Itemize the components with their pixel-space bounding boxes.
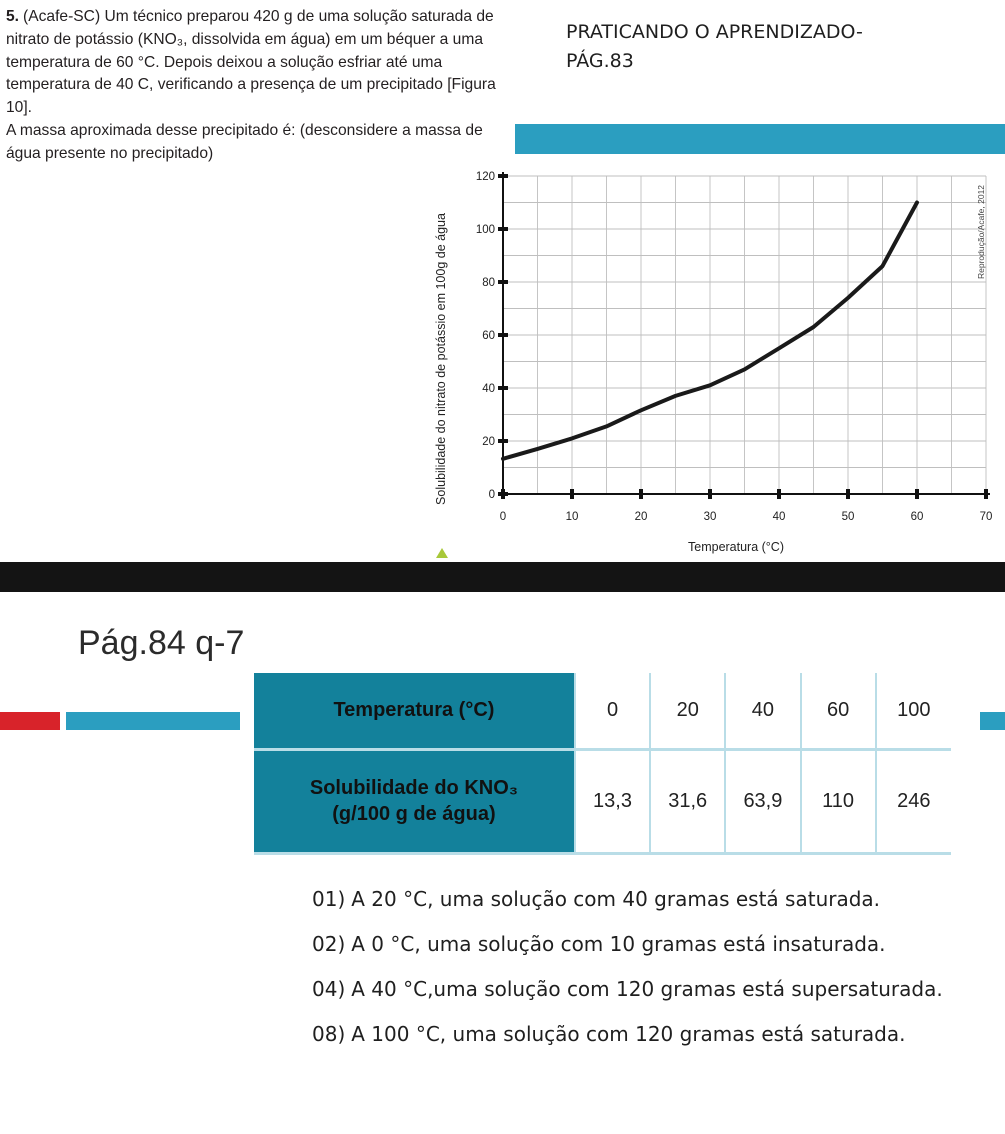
chart-x-tick-mark [708,489,712,499]
decor-blue-bar-left [66,712,240,730]
option-number: 04) [312,977,346,1001]
chart-x-tick-label: 60 [910,511,924,523]
table-cell: 20 [650,673,725,749]
table-cell: 246 [876,749,951,853]
chart-y-tick-label: 20 [482,436,495,448]
table-cell: 100 [876,673,951,749]
answer-options [312,884,992,1064]
chart-y-axis-label: Solubilidade do nitrato de potássio em 100g de água [434,213,448,505]
table-cell: 0 [575,673,650,749]
chart-y-tick-label: 60 [482,330,495,342]
chart-y-tick-mark [498,492,508,496]
chart-y-tick-label: 40 [482,383,495,395]
chart-x-tick-mark [915,489,919,499]
table-row-solubility [254,749,951,853]
chart-y-tick-mark [498,333,508,337]
table-cell: 13,3 [575,749,650,853]
chart-x-tick-label: 50 [841,511,855,523]
chart-x-tick-mark [570,489,574,499]
top-section [0,0,1005,562]
answer-option-02[interactable] [312,929,992,960]
section-title: Pág.84 q-7 [78,624,245,662]
table-header-solubility [254,749,575,853]
chart-y-tick-mark [498,227,508,231]
page-title-line1: PRATICANDO O APRENDIZADO- [566,21,863,43]
table-cell: 40 [725,673,800,749]
chart-grid [503,176,986,494]
chart-ticks [476,171,993,523]
solubility-chart [418,162,1003,562]
chart-x-tick-mark [984,489,988,499]
chart-x-tick-label: 0 [499,511,507,523]
chart-x-tick-label: 30 [703,511,717,523]
page-title [566,18,986,76]
chart-x-tick-mark [846,489,850,499]
chart-y-tick-label: 80 [482,277,495,289]
chart-x-tick-label: 70 [979,511,993,523]
decor-blue-bar-right [980,712,1005,730]
page-title-line2: PÁG.83 [566,50,634,72]
table-row-temperature [254,673,951,749]
option-number: 02) [312,932,346,956]
option-text: A 100 °C, uma solução com 120 gramas está saturada. [351,1022,906,1046]
section-divider [0,562,1005,592]
table-cell: 31,6 [650,749,725,853]
answer-option-08[interactable] [312,1019,992,1050]
question-number: 5. [6,8,20,25]
chart-y-tick-label: 100 [475,224,495,236]
solubility-table [254,673,951,855]
question-ask: A massa aproximada desse precipitado é: (desconsidere a massa de água presente no precipitado) [6,121,483,162]
chart-y-tick-mark [498,439,508,443]
chart-x-tick-label: 10 [565,511,579,523]
option-text: A 40 °C,uma solução com 120 gramas está supersaturada. [351,977,943,1001]
question-block [6,6,516,166]
chart-y-tick-mark [498,280,508,284]
triangle-marker-icon [436,548,448,558]
table-cell: 63,9 [725,749,800,853]
accent-bar [515,124,1005,154]
table-header-solubility-line1: Solubilidade do KNO₃ [309,777,519,799]
decor-red-bar [0,712,60,730]
table-header-temperature: Temperatura (°C) [254,673,575,749]
chart-y-tick-mark [498,386,508,390]
table-cell: 110 [801,749,876,853]
option-number: 08) [312,1022,346,1046]
answer-option-04[interactable] [312,974,992,1005]
chart-y-tick-mark [498,174,508,178]
table-cell: 60 [801,673,876,749]
answer-option-01[interactable] [312,884,992,915]
chart-x-axis-label: Temperatura (°C) [688,540,784,554]
chart-x-tick-label: 40 [772,511,786,523]
chart-x-tick-label: 20 [634,511,648,523]
option-text: A 0 °C, uma solução com 10 gramas está insaturada. [351,932,886,956]
chart-y-tick-label: 0 [488,489,495,501]
table-header-solubility-line2: (g/100 g de água) [332,803,496,825]
chart-x-tick-mark [777,489,781,499]
question-text: (Acafe-SC) Um técnico preparou 420 g de uma solução saturada de nitrato de potássio (KNO₃, dissolvida em água) em um béquer a uma temperatura de 60 °C. Depois deixou a solução esfriar até uma temperatura de 40 C, verificando a presença de um precipitado [Figura 10]. [6,8,496,117]
chart-credit: Reprodução/Acafe, 2012 [976,184,986,280]
option-text: A 20 °C, uma solução com 40 gramas está saturada. [351,887,881,911]
option-number: 01) [312,887,346,911]
chart-x-tick-mark [639,489,643,499]
chart-y-tick-label: 120 [475,171,495,183]
